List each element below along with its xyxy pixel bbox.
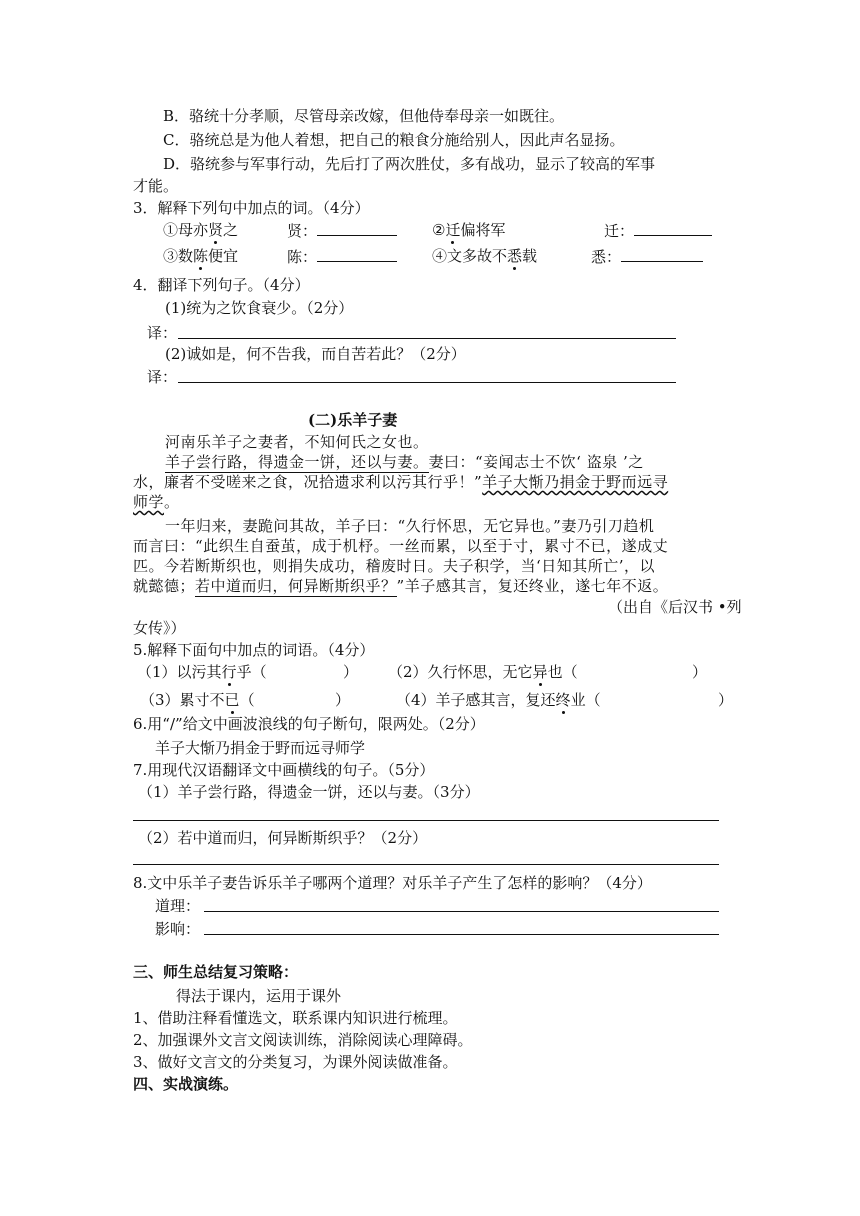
section-4-title: 四、实战演练。 <box>133 1075 239 1093</box>
q3-item-2: ②迁偏将军 <box>432 221 506 239</box>
section-3-item-2: 2、加强课外文言文阅读训练，消除阅读心理障碍。 <box>133 1031 473 1049</box>
q5-item-2-close: ） <box>692 663 708 681</box>
answer-blank[interactable] <box>317 220 397 236</box>
answer-blank[interactable] <box>317 246 397 262</box>
source-line2: 女传》） <box>133 619 186 637</box>
q6-sentence: 羊子大惭乃捐金于野而远寻师学 <box>155 739 366 757</box>
answer-line[interactable] <box>178 382 676 383</box>
passage-p3-line3: 匹。今若断斯织也，则捐失成功，稽废时日。夫子积学，当‘日知其所亡’，以 <box>133 557 656 575</box>
q3-item-1: ①母亦贤之 <box>163 221 239 239</box>
q3-item-4: ④文多故不悉载 <box>432 247 538 265</box>
q5-item-2: （2）久行怀思，无它异也（ <box>388 663 578 681</box>
dotted-word: 悉 <box>507 247 523 265</box>
q8-label-reason: 道理： <box>155 897 201 915</box>
q8-title: 8.文中乐羊子妻告诉乐羊子哪两个道理？对乐羊子产生了怎样的影响？（4分） <box>133 874 652 892</box>
passage-title: (二)乐羊子妻 <box>308 411 398 429</box>
q3-label-4: 悉： <box>591 246 703 267</box>
q7-sentence-2: （2）若中道而归，何异断斯织乎？（2分） <box>138 829 428 847</box>
q3-title: 3．解释下列句中加点的词。（4分） <box>133 199 370 217</box>
section-3-item-3: 3、做好文言文的分类复习，为课外阅读做准备。 <box>133 1053 458 1071</box>
wavy-sentence: 师学 <box>133 493 165 511</box>
q4-title: 4．翻译下列句子。（4分） <box>133 276 310 294</box>
q3-label-1: 贤： <box>287 220 397 241</box>
q8-label-influence: 影响： <box>155 920 201 938</box>
wavy-sentence: 羊子大惭乃捐金于野而远寻 <box>482 473 669 491</box>
q5-item-1-close: ） <box>343 663 359 681</box>
underlined-sentence: 若中道而归，何异断斯织乎？ <box>195 577 397 595</box>
q5-item-4-close: ） <box>718 691 734 709</box>
answer-blank[interactable] <box>634 220 712 236</box>
section-3-item-1: 1、借助注释看懂选文，联系课内知识进行梳理。 <box>133 1009 458 1027</box>
passage-p3-line1: 一年归来，妻跪问其故，羊子曰：“久行怀思，无它异也。”妻乃引刀趋机 <box>165 517 655 535</box>
answer-line[interactable] <box>204 911 719 912</box>
underlined-sentence: 羊子尝行路，得遗金一饼，还以与妻。 <box>165 453 429 471</box>
section-3-title: 三、师生总结复习策略： <box>133 963 299 981</box>
passage-p1: 河南乐羊子之妻者，不知何氏之女也。 <box>165 433 429 451</box>
q5-item-3: （3）累寸不已（ <box>140 691 255 709</box>
dotted-word: 终 <box>555 691 571 709</box>
passage-p2-line2: 水，廉者不受嗟来之食，况拾遗求利以污其行乎！”羊子大惭乃捐金于野而远寻 <box>133 473 669 491</box>
q4-sentence-1: (1)统为之饮食衰少。（2分） <box>165 299 354 317</box>
dotted-word: 已 <box>224 691 240 709</box>
dotted-word: 异 <box>532 663 548 681</box>
q5-item-1: （1）以污其行乎（ <box>137 663 267 681</box>
section-3-motto: 得法于课内，运用于课外 <box>176 987 342 1005</box>
option-c: C．骆统总是为他人着想，把自己的粮食分施给别人，因此声名显扬。 <box>163 131 625 149</box>
answer-line[interactable] <box>178 338 676 339</box>
q5-item-4: （4）羊子感其言，复还终业（ <box>396 691 601 709</box>
option-d-line2: 才能。 <box>133 177 179 195</box>
passage-p3-line4: 就懿德；若中道而归，何异断斯织乎？”羊子感其言，复还终业，遂七年不返。 <box>133 577 669 595</box>
q3-label-3: 陈： <box>287 246 397 267</box>
dotted-word: 迁 <box>445 221 461 239</box>
option-d-line1: D．骆统参与军事行动，先后打了两次胜仗，多有战功，显示了较高的军事 <box>163 155 656 173</box>
passage-p2-line3: 师学。 <box>133 493 180 511</box>
dotted-word: 陈 <box>193 247 209 265</box>
q7-sentence-1: （1）羊子尝行路，得遗金一饼，还以与妻。（3分） <box>138 783 480 801</box>
answer-line[interactable] <box>204 934 719 935</box>
q3-label-2: 迁： <box>604 220 712 241</box>
q5-title: 5.解释下面句中加点的词语。（4分） <box>133 641 375 659</box>
option-b: B．骆统十分孝顺，尽管母亲改嫁，但他侍奉母亲一如既往。 <box>163 107 565 125</box>
q3-item-3: ③数陈便宜 <box>163 247 239 265</box>
passage-p3-line2: 而言曰：“此织生自蚕茧，成于机杼。一丝而累，以至于寸，累寸不已，遂成丈 <box>133 537 669 555</box>
dotted-word: 贤 <box>208 221 224 239</box>
q4-sentence-2: (2)诚如是，何不告我，而自苦若此？（2分） <box>165 345 466 363</box>
q7-title: 7.用现代汉语翻译文中画横线的句子。（5分） <box>133 761 435 779</box>
q4-yi-label-2: 译： <box>147 368 178 386</box>
answer-line[interactable] <box>133 820 719 821</box>
source-line1: （出自《后汉书 •列 <box>608 598 742 616</box>
q6-title: 6.用“/”给文中画波浪线的句子断句，限两处。（2分） <box>133 715 485 733</box>
q4-yi-label-1: 译： <box>147 324 178 342</box>
q5-item-3-close: ） <box>335 691 351 709</box>
dotted-word: 行 <box>221 663 237 681</box>
passage-p2-line1: 羊子尝行路，得遗金一饼，还以与妻。妻曰：“妾闻志士不饮‘ 盗泉 ’之 <box>165 453 644 471</box>
answer-blank[interactable] <box>621 246 703 262</box>
answer-line[interactable] <box>133 864 719 865</box>
